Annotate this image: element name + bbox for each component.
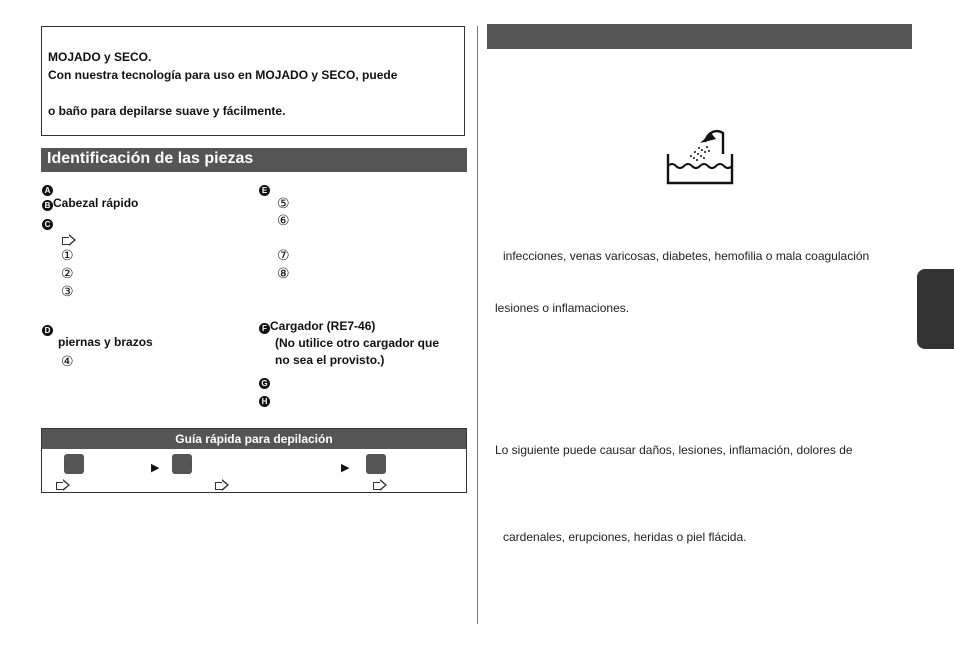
part-f-label-2: (No utilice otro cargador que — [275, 336, 440, 350]
intro-line-1: MOJADO y SECO. — [48, 50, 152, 64]
paragraph-2: lesiones o inflamaciones. — [495, 301, 630, 315]
step-3-arrow-icon — [373, 477, 387, 495]
step-3-box — [366, 454, 386, 474]
number-5: ⑤ — [277, 195, 290, 211]
intro-line-3: o baño para depilarse suave y fácilmente. — [48, 104, 286, 118]
quick-guide-title: Guía rápida para depilación — [42, 429, 466, 449]
parts-section-header — [41, 148, 467, 172]
badge-d: D — [42, 325, 53, 336]
side-tab — [917, 269, 954, 349]
part-g — [259, 372, 270, 390]
paragraph-1: infecciones, venas varicosas, diabetes, hemofilia o mala coagulación — [503, 249, 870, 263]
step-1-box — [64, 454, 84, 474]
intro-box — [41, 26, 465, 136]
number-4: ④ — [61, 353, 74, 369]
badge-f: F — [259, 323, 270, 334]
part-d — [42, 319, 53, 337]
paragraph-4: cardenales, erupciones, heridas o piel flácida. — [503, 530, 747, 544]
badge-b: B — [42, 200, 53, 211]
parts-title: Identificación de las piezas — [47, 150, 254, 167]
badge-g: G — [259, 378, 270, 389]
right-section-header — [487, 24, 912, 49]
quick-guide-box — [41, 428, 467, 493]
play-icon: ▶ — [341, 462, 350, 474]
number-2: ② — [61, 265, 74, 281]
badge-c: C — [42, 219, 53, 230]
part-h — [259, 390, 270, 408]
part-c — [42, 213, 53, 231]
part-b-label: Cabezal rápido — [53, 196, 139, 210]
step-1-arrow-icon — [56, 477, 70, 495]
number-3: ③ — [61, 283, 74, 299]
part-e — [259, 179, 270, 197]
badge-h: H — [259, 396, 270, 407]
badge-a: A — [42, 185, 53, 196]
step-2-arrow-icon — [215, 477, 229, 495]
step-2-box — [172, 454, 192, 474]
part-b — [42, 196, 138, 211]
badge-e: E — [259, 185, 270, 196]
intro-line-2: Con nuestra tecnología para uso en MOJADO y SECO, puede — [48, 68, 398, 82]
part-f-label-1: Cargador (RE7-46) — [270, 319, 376, 333]
part-f-label-3: no sea el provisto.) — [275, 353, 385, 367]
number-8: ⑧ — [277, 265, 290, 281]
part-a — [42, 179, 53, 197]
play-icon: ▶ — [151, 462, 160, 474]
number-1: ① — [61, 247, 74, 263]
number-7: ⑦ — [277, 247, 290, 263]
number-6: ⑥ — [277, 212, 290, 228]
column-divider — [477, 26, 478, 624]
part-f — [259, 319, 375, 334]
shower-bath-icon — [665, 128, 735, 191]
paragraph-3: Lo siguiente puede causar daños, lesiones, inflamación, dolores de — [495, 443, 853, 457]
part-d-label: piernas y brazos — [58, 335, 153, 349]
